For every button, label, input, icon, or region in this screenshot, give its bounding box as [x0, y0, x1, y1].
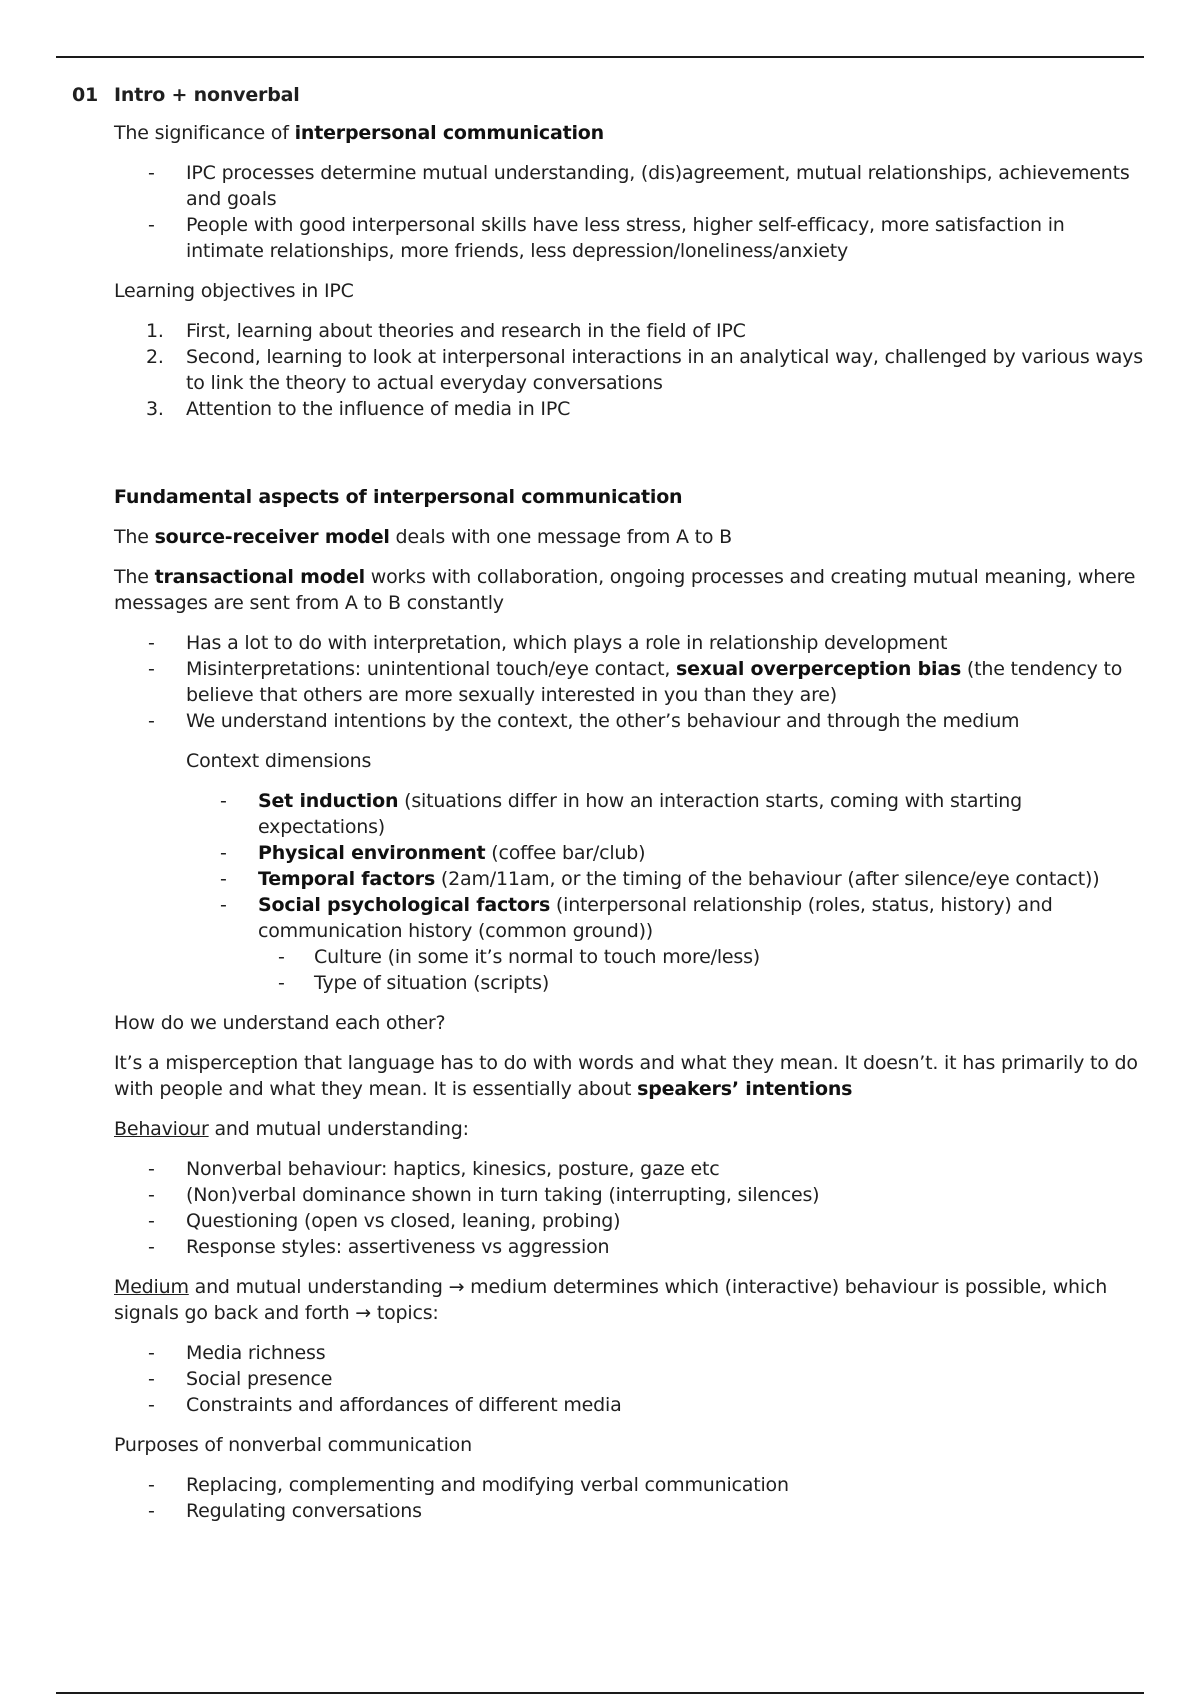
context-heading: Context dimensions [186, 750, 372, 772]
text-run: and mutual understanding: [208, 1118, 469, 1140]
misperception-paragraph [114, 1050, 1146, 1102]
header-rule [56, 56, 1144, 58]
list-item [114, 656, 1146, 708]
bold-term: sexual overperception bias [676, 658, 962, 680]
section-content [114, 120, 1146, 1524]
text-run: Misinterpretations: unintentional touch/eye contact, [186, 658, 677, 680]
underlined-term: Medium [114, 1276, 189, 1298]
objectives-heading: Learning objectives in IPC [114, 280, 354, 302]
list-item: - We understand intentions by the context, the other’s behaviour and through the medium [114, 708, 1146, 734]
purposes-heading: Purposes of nonverbal communication [114, 1434, 472, 1456]
bold-term: Temporal factors [258, 868, 436, 890]
text-run: (the tendency to believe that others are more sexually interested in you than they are) [186, 658, 1123, 706]
medium-heading [114, 1274, 1146, 1326]
bold-term: transactional model [154, 566, 365, 588]
list-item: - IPC processes determine mutual understanding, (dis)agreement, mutual relationships, achievements and goals [114, 160, 1146, 212]
text-run: works with collaboration, ongoing processes and creating mutual meaning, where messages are sent from A to B constantly [114, 566, 1136, 614]
item-number: 3. [146, 398, 164, 420]
social-sublist [258, 944, 1146, 996]
text-run: (situations differ in how an interaction starts, coming with starting expectations) [258, 790, 1022, 838]
item-number: 2. [146, 346, 164, 368]
list-item: - Regulating conversations [114, 1498, 1146, 1524]
list-item: - Media richness [114, 1340, 1146, 1366]
purposes-list [114, 1472, 1146, 1524]
list-item [186, 866, 1146, 892]
context-block [186, 748, 1146, 996]
list-item: - (Non)verbal dominance shown in turn taking (interrupting, silences) [114, 1182, 1146, 1208]
spacer [114, 436, 1146, 484]
transactional-paragraph [114, 564, 1146, 616]
text-run: It’s a misperception that language has to do with words and what they mean. It doesn’t. it has primarily to do with people and what they mean. It is essentially about [114, 1052, 1138, 1100]
item-text: Attention to the influence of media in IPC [186, 398, 571, 420]
list-item: - Questioning (open vs closed, leaning, probing) [114, 1208, 1146, 1234]
transactional-list [114, 630, 1146, 734]
list-item: - Social presence [114, 1366, 1146, 1392]
bold-term: Social psychological factors [258, 894, 551, 916]
understand-question: How do we understand each other? [114, 1012, 446, 1034]
document-page [56, 84, 1146, 1538]
bold-term: speakers’ intentions [637, 1078, 853, 1100]
significance-lead: The significance of [114, 122, 295, 144]
text-run: (coffee bar/club) [485, 842, 646, 864]
bold-term: Physical environment [258, 842, 486, 864]
significance-list [114, 160, 1146, 264]
fundamental-heading-text: Fundamental aspects of interpersonal communication [114, 486, 683, 508]
text-run: deals with one message from A to B [389, 526, 732, 548]
list-item [186, 788, 1146, 840]
section-heading [56, 84, 1146, 106]
list-item [114, 318, 1146, 344]
section-title: Intro + nonverbal [114, 84, 300, 106]
item-number: 1. [146, 320, 164, 342]
list-item [114, 396, 1146, 422]
text-run: The [114, 526, 155, 548]
section-number: 01 [72, 84, 99, 106]
text-run: The [114, 566, 155, 588]
significance-heading [114, 120, 1146, 146]
source-receiver-paragraph [114, 524, 1146, 550]
bold-term: Set induction [258, 790, 399, 812]
item-text: First, learning about theories and research in the field of IPC [186, 320, 746, 342]
list-item [186, 840, 1146, 866]
list-item: - Has a lot to do with interpretation, which plays a role in relationship development [114, 630, 1146, 656]
context-list [186, 788, 1146, 996]
list-item: - Culture (in some it’s normal to touch more/less) [258, 944, 1146, 970]
footer-rule [56, 1692, 1144, 1694]
list-item [114, 344, 1146, 396]
list-item: - Replacing, complementing and modifying verbal communication [114, 1472, 1146, 1498]
fundamental-heading [114, 484, 1146, 510]
medium-list [114, 1340, 1146, 1418]
underlined-term: Behaviour [114, 1118, 209, 1140]
list-item: - People with good interpersonal skills have less stress, higher self-efficacy, more satisfaction in intimate relationships, more friends, less depression/loneliness/anxiety [114, 212, 1146, 264]
item-text: Second, learning to look at interpersonal interactions in an analytical way, challenged by various ways to link the theory to actual everyday conversations [186, 346, 1143, 394]
text-run: (2am/11am, or the timing of the behaviour (after silence/eye contact)) [435, 868, 1100, 890]
list-item: - Nonverbal behaviour: haptics, kinesics, posture, gaze etc [114, 1156, 1146, 1182]
bold-term: source-receiver model [154, 526, 390, 548]
text-run: and mutual understanding → medium determines which (interactive) behaviour is possible, which signals go back and forth → topics: [114, 1276, 1108, 1324]
behaviour-list [114, 1156, 1146, 1260]
text-run: (interpersonal relationship (roles, status, history) and communication history (common ground)) [258, 894, 1053, 942]
list-item: - Constraints and affordances of different media [114, 1392, 1146, 1418]
list-item: - Response styles: assertiveness vs aggression [114, 1234, 1146, 1260]
behaviour-heading [114, 1116, 1146, 1142]
list-item: - Type of situation (scripts) [258, 970, 1146, 996]
list-item [186, 892, 1146, 996]
significance-lead-bold: interpersonal communication [294, 122, 604, 144]
objectives-list [114, 318, 1146, 422]
